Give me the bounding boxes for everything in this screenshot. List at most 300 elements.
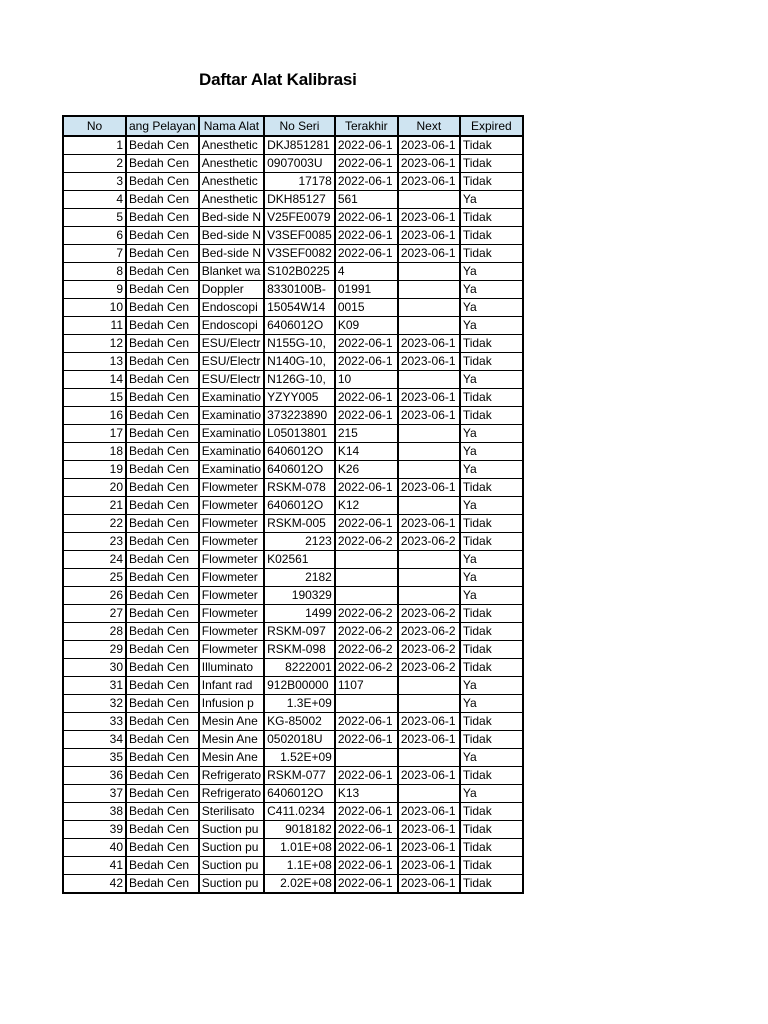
cell-serial-number[interactable]: RSKM-098 [264,641,335,659]
cell-last-calibration[interactable]: 2022-06-2 [335,605,398,623]
cell-expired[interactable]: Ya [460,317,523,335]
cell-no[interactable]: 19 [63,461,126,479]
cell-last-calibration[interactable]: 2022-06-1 [335,353,398,371]
cell-serial-number[interactable]: RSKM-077 [264,767,335,785]
cell-expired[interactable]: Tidak [460,353,523,371]
cell-next-calibration[interactable]: 2023-06-2 [398,623,460,641]
cell-device-name[interactable]: Anesthetic [199,155,264,173]
cell-last-calibration[interactable]: 2022-06-1 [335,713,398,731]
cell-serial-number[interactable]: 6406012O [264,497,335,515]
cell-serial-number[interactable]: N126G-10, [264,371,335,389]
cell-last-calibration[interactable]: 561 [335,191,398,209]
cell-serial-number[interactable]: 15054W14 [264,299,335,317]
cell-last-calibration[interactable]: 2022-06-1 [335,389,398,407]
cell-expired[interactable]: Tidak [460,173,523,191]
cell-next-calibration[interactable]: 2023-06-1 [398,857,460,875]
cell-last-calibration[interactable]: 2022-06-1 [335,173,398,191]
cell-expired[interactable]: Tidak [460,389,523,407]
cell-no[interactable]: 12 [63,335,126,353]
cell-service-unit[interactable]: Bedah Cen [126,803,199,821]
cell-device-name[interactable]: Refrigerato [199,785,264,803]
cell-no[interactable]: 18 [63,443,126,461]
cell-next-calibration[interactable]: 2023-06-1 [398,173,460,191]
cell-expired[interactable]: Ya [460,551,523,569]
cell-service-unit[interactable]: Bedah Cen [126,479,199,497]
cell-next-calibration[interactable]: 2023-06-1 [398,731,460,749]
cell-last-calibration[interactable]: 01991 [335,281,398,299]
cell-serial-number[interactable]: 8330100B- [264,281,335,299]
cell-serial-number[interactable]: V3SEF0085 [264,227,335,245]
cell-service-unit[interactable]: Bedah Cen [126,371,199,389]
cell-next-calibration[interactable]: 2023-06-1 [398,245,460,263]
cell-device-name[interactable]: Illuminato [199,659,264,677]
cell-no[interactable]: 26 [63,587,126,605]
cell-next-calibration[interactable]: 2023-06-1 [398,875,460,894]
cell-no[interactable]: 29 [63,641,126,659]
cell-device-name[interactable]: Refrigerato [199,767,264,785]
cell-last-calibration[interactable]: 2022-06-1 [335,407,398,425]
header-service-unit[interactable]: ang Pelayan [126,116,199,136]
cell-service-unit[interactable]: Bedah Cen [126,749,199,767]
cell-last-calibration[interactable]: 2022-06-2 [335,659,398,677]
cell-no[interactable]: 30 [63,659,126,677]
header-expired[interactable]: Expired [460,116,523,136]
cell-service-unit[interactable]: Bedah Cen [126,623,199,641]
cell-device-name[interactable]: Suction pu [199,839,264,857]
cell-no[interactable]: 9 [63,281,126,299]
header-serial-number[interactable]: No Seri [264,116,335,136]
cell-last-calibration[interactable]: 4 [335,263,398,281]
cell-expired[interactable]: Ya [460,587,523,605]
cell-device-name[interactable]: Flowmeter [199,515,264,533]
cell-device-name[interactable]: Bed-side N [199,209,264,227]
cell-last-calibration[interactable] [335,695,398,713]
cell-next-calibration[interactable]: 2023-06-1 [398,407,460,425]
cell-no[interactable]: 24 [63,551,126,569]
cell-device-name[interactable]: Anesthetic [199,191,264,209]
cell-last-calibration[interactable]: 2022-06-1 [335,767,398,785]
cell-no[interactable]: 13 [63,353,126,371]
cell-no[interactable]: 27 [63,605,126,623]
cell-device-name[interactable]: Bed-side N [199,245,264,263]
cell-last-calibration[interactable]: 2022-06-1 [335,227,398,245]
cell-next-calibration[interactable] [398,425,460,443]
cell-next-calibration[interactable]: 2023-06-2 [398,533,460,551]
cell-no[interactable]: 5 [63,209,126,227]
cell-last-calibration[interactable] [335,569,398,587]
cell-serial-number[interactable]: N155G-10, [264,335,335,353]
cell-expired[interactable]: Tidak [460,803,523,821]
cell-expired[interactable]: Ya [460,191,523,209]
cell-serial-number[interactable]: 2.02E+08 [264,875,335,894]
cell-serial-number[interactable]: 6406012O [264,443,335,461]
cell-last-calibration[interactable]: 2022-06-1 [335,136,398,155]
cell-serial-number[interactable]: 0502018U [264,731,335,749]
cell-service-unit[interactable]: Bedah Cen [126,785,199,803]
cell-next-calibration[interactable]: 2023-06-1 [398,479,460,497]
cell-serial-number[interactable]: 0907003U [264,155,335,173]
cell-serial-number[interactable]: S102B0225 [264,263,335,281]
cell-service-unit[interactable]: Bedah Cen [126,281,199,299]
cell-next-calibration[interactable]: 2023-06-1 [398,136,460,155]
cell-expired[interactable]: Tidak [460,335,523,353]
cell-device-name[interactable]: Flowmeter [199,551,264,569]
cell-device-name[interactable]: Bed-side N [199,227,264,245]
cell-service-unit[interactable]: Bedah Cen [126,335,199,353]
cell-no[interactable]: 4 [63,191,126,209]
cell-next-calibration[interactable] [398,371,460,389]
cell-service-unit[interactable]: Bedah Cen [126,659,199,677]
cell-serial-number[interactable]: K02561 [264,551,335,569]
cell-next-calibration[interactable] [398,695,460,713]
cell-no[interactable]: 23 [63,533,126,551]
cell-next-calibration[interactable]: 2023-06-2 [398,605,460,623]
cell-service-unit[interactable]: Bedah Cen [126,533,199,551]
cell-serial-number[interactable]: N140G-10, [264,353,335,371]
cell-expired[interactable]: Ya [460,677,523,695]
cell-no[interactable]: 7 [63,245,126,263]
cell-last-calibration[interactable]: 2022-06-1 [335,875,398,894]
cell-device-name[interactable]: Infusion p [199,695,264,713]
cell-service-unit[interactable]: Bedah Cen [126,515,199,533]
cell-serial-number[interactable]: C411.0234 [264,803,335,821]
cell-service-unit[interactable]: Bedah Cen [126,587,199,605]
cell-serial-number[interactable]: RSKM-005 [264,515,335,533]
cell-last-calibration[interactable] [335,749,398,767]
cell-expired[interactable]: Tidak [460,155,523,173]
cell-no[interactable]: 32 [63,695,126,713]
cell-serial-number[interactable]: 8222001 [264,659,335,677]
cell-device-name[interactable]: Flowmeter [199,479,264,497]
cell-service-unit[interactable]: Bedah Cen [126,731,199,749]
cell-last-calibration[interactable]: 2022-06-1 [335,479,398,497]
cell-service-unit[interactable]: Bedah Cen [126,245,199,263]
cell-service-unit[interactable]: Bedah Cen [126,497,199,515]
cell-no[interactable]: 33 [63,713,126,731]
cell-device-name[interactable]: ESU/Electr [199,371,264,389]
cell-next-calibration[interactable] [398,263,460,281]
cell-serial-number[interactable]: 1499 [264,605,335,623]
cell-serial-number[interactable]: 6406012O [264,461,335,479]
cell-device-name[interactable]: Infant rad [199,677,264,695]
cell-service-unit[interactable]: Bedah Cen [126,767,199,785]
cell-next-calibration[interactable] [398,677,460,695]
cell-no[interactable]: 20 [63,479,126,497]
cell-next-calibration[interactable]: 2023-06-1 [398,515,460,533]
cell-expired[interactable]: Tidak [460,641,523,659]
cell-expired[interactable]: Ya [460,263,523,281]
cell-last-calibration[interactable]: 10 [335,371,398,389]
cell-expired[interactable]: Ya [460,461,523,479]
cell-service-unit[interactable]: Bedah Cen [126,677,199,695]
cell-last-calibration[interactable]: K26 [335,461,398,479]
cell-serial-number[interactable]: KG-85002 [264,713,335,731]
cell-expired[interactable]: Tidak [460,767,523,785]
cell-expired[interactable]: Tidak [460,227,523,245]
cell-device-name[interactable]: Examinatio [199,425,264,443]
cell-serial-number[interactable]: L05013801 [264,425,335,443]
cell-next-calibration[interactable]: 2023-06-2 [398,659,460,677]
cell-next-calibration[interactable]: 2023-06-1 [398,353,460,371]
cell-service-unit[interactable]: Bedah Cen [126,839,199,857]
cell-last-calibration[interactable] [335,587,398,605]
cell-serial-number[interactable]: 6406012O [264,785,335,803]
cell-service-unit[interactable]: Bedah Cen [126,353,199,371]
cell-device-name[interactable]: Anesthetic [199,136,264,155]
cell-device-name[interactable]: Flowmeter [199,641,264,659]
cell-service-unit[interactable]: Bedah Cen [126,173,199,191]
cell-last-calibration[interactable]: K09 [335,317,398,335]
cell-device-name[interactable]: ESU/Electr [199,353,264,371]
cell-last-calibration[interactable]: 2022-06-2 [335,623,398,641]
cell-next-calibration[interactable]: 2023-06-2 [398,641,460,659]
cell-expired[interactable]: Tidak [460,209,523,227]
cell-expired[interactable]: Tidak [460,136,523,155]
cell-no[interactable]: 22 [63,515,126,533]
cell-service-unit[interactable]: Bedah Cen [126,551,199,569]
cell-service-unit[interactable]: Bedah Cen [126,875,199,894]
cell-next-calibration[interactable]: 2023-06-1 [398,335,460,353]
cell-last-calibration[interactable]: 2022-06-2 [335,533,398,551]
cell-service-unit[interactable]: Bedah Cen [126,227,199,245]
cell-next-calibration[interactable] [398,281,460,299]
cell-serial-number[interactable]: 17178 [264,173,335,191]
cell-next-calibration[interactable]: 2023-06-1 [398,713,460,731]
cell-expired[interactable]: Tidak [460,479,523,497]
cell-serial-number[interactable]: 190329 [264,587,335,605]
cell-expired[interactable]: Ya [460,497,523,515]
cell-last-calibration[interactable]: 2022-06-1 [335,839,398,857]
cell-no[interactable]: 8 [63,263,126,281]
cell-last-calibration[interactable]: 2022-06-1 [335,857,398,875]
cell-last-calibration[interactable]: 2022-06-1 [335,335,398,353]
cell-device-name[interactable]: Flowmeter [199,605,264,623]
cell-no[interactable]: 39 [63,821,126,839]
cell-serial-number[interactable]: 1.3E+09 [264,695,335,713]
cell-device-name[interactable]: Blanket wa [199,263,264,281]
cell-expired[interactable]: Ya [460,695,523,713]
cell-service-unit[interactable]: Bedah Cen [126,695,199,713]
cell-expired[interactable]: Tidak [460,659,523,677]
cell-expired[interactable]: Ya [460,569,523,587]
cell-service-unit[interactable]: Bedah Cen [126,191,199,209]
cell-service-unit[interactable]: Bedah Cen [126,389,199,407]
cell-device-name[interactable]: Examinatio [199,389,264,407]
cell-service-unit[interactable]: Bedah Cen [126,425,199,443]
cell-no[interactable]: 36 [63,767,126,785]
cell-expired[interactable]: Ya [460,299,523,317]
cell-last-calibration[interactable]: 215 [335,425,398,443]
cell-expired[interactable]: Tidak [460,245,523,263]
header-device-name[interactable]: Nama Alat [199,116,264,136]
cell-serial-number[interactable]: 912B00000 [264,677,335,695]
cell-no[interactable]: 37 [63,785,126,803]
cell-last-calibration[interactable]: 2022-06-1 [335,515,398,533]
cell-device-name[interactable]: Endoscopi [199,299,264,317]
cell-expired[interactable]: Ya [460,785,523,803]
cell-device-name[interactable]: Examinatio [199,443,264,461]
cell-service-unit[interactable]: Bedah Cen [126,605,199,623]
cell-no[interactable]: 40 [63,839,126,857]
cell-expired[interactable]: Tidak [460,821,523,839]
cell-device-name[interactable]: Flowmeter [199,533,264,551]
cell-expired[interactable]: Tidak [460,731,523,749]
cell-last-calibration[interactable]: 2022-06-1 [335,803,398,821]
cell-expired[interactable]: Tidak [460,857,523,875]
cell-serial-number[interactable]: V25FE0079 [264,209,335,227]
cell-serial-number[interactable]: YZYY005 [264,389,335,407]
cell-device-name[interactable]: Examinatio [199,407,264,425]
cell-next-calibration[interactable] [398,785,460,803]
header-last-calibration[interactable]: Terakhir [335,116,398,136]
cell-no[interactable]: 34 [63,731,126,749]
cell-expired[interactable]: Ya [460,371,523,389]
cell-next-calibration[interactable] [398,461,460,479]
cell-last-calibration[interactable]: 2022-06-1 [335,245,398,263]
cell-next-calibration[interactable]: 2023-06-1 [398,155,460,173]
cell-no[interactable]: 28 [63,623,126,641]
cell-device-name[interactable]: Suction pu [199,875,264,894]
cell-next-calibration[interactable] [398,191,460,209]
cell-expired[interactable]: Ya [460,281,523,299]
cell-last-calibration[interactable]: K12 [335,497,398,515]
cell-next-calibration[interactable] [398,317,460,335]
cell-last-calibration[interactable]: 0015 [335,299,398,317]
cell-device-name[interactable]: Mesin Ane [199,749,264,767]
cell-device-name[interactable]: Examinatio [199,461,264,479]
cell-device-name[interactable]: Sterilisato [199,803,264,821]
cell-expired[interactable]: Ya [460,443,523,461]
cell-last-calibration[interactable]: 2022-06-2 [335,641,398,659]
cell-service-unit[interactable]: Bedah Cen [126,821,199,839]
cell-next-calibration[interactable]: 2023-06-1 [398,803,460,821]
cell-no[interactable]: 31 [63,677,126,695]
cell-no[interactable]: 21 [63,497,126,515]
cell-no[interactable]: 3 [63,173,126,191]
cell-serial-number[interactable]: 373223890 [264,407,335,425]
cell-next-calibration[interactable]: 2023-06-1 [398,209,460,227]
cell-no[interactable]: 11 [63,317,126,335]
cell-service-unit[interactable]: Bedah Cen [126,209,199,227]
cell-serial-number[interactable]: RSKM-078 [264,479,335,497]
cell-no[interactable]: 42 [63,875,126,894]
cell-device-name[interactable]: Flowmeter [199,569,264,587]
cell-next-calibration[interactable] [398,569,460,587]
cell-service-unit[interactable]: Bedah Cen [126,407,199,425]
cell-serial-number[interactable]: 9018182 [264,821,335,839]
cell-service-unit[interactable]: Bedah Cen [126,857,199,875]
cell-device-name[interactable]: Flowmeter [199,587,264,605]
cell-expired[interactable]: Tidak [460,713,523,731]
cell-next-calibration[interactable] [398,299,460,317]
cell-no[interactable]: 35 [63,749,126,767]
cell-expired[interactable]: Tidak [460,839,523,857]
cell-last-calibration[interactable]: K14 [335,443,398,461]
cell-next-calibration[interactable] [398,587,460,605]
cell-last-calibration[interactable]: K13 [335,785,398,803]
cell-no[interactable]: 15 [63,389,126,407]
cell-service-unit[interactable]: Bedah Cen [126,461,199,479]
cell-last-calibration[interactable]: 2022-06-1 [335,209,398,227]
cell-serial-number[interactable]: 1.1E+08 [264,857,335,875]
cell-next-calibration[interactable]: 2023-06-1 [398,389,460,407]
cell-service-unit[interactable]: Bedah Cen [126,263,199,281]
cell-serial-number[interactable]: 2182 [264,569,335,587]
cell-device-name[interactable]: Doppler [199,281,264,299]
cell-device-name[interactable]: Mesin Ane [199,731,264,749]
cell-expired[interactable]: Tidak [460,605,523,623]
cell-expired[interactable]: Tidak [460,623,523,641]
header-no[interactable]: No [63,116,126,136]
cell-expired[interactable]: Tidak [460,533,523,551]
cell-service-unit[interactable]: Bedah Cen [126,317,199,335]
cell-no[interactable]: 2 [63,155,126,173]
cell-device-name[interactable]: Flowmeter [199,623,264,641]
cell-device-name[interactable]: Suction pu [199,821,264,839]
cell-next-calibration[interactable] [398,551,460,569]
cell-last-calibration[interactable] [335,551,398,569]
cell-no[interactable]: 6 [63,227,126,245]
cell-next-calibration[interactable]: 2023-06-1 [398,227,460,245]
cell-next-calibration[interactable]: 2023-06-1 [398,839,460,857]
cell-device-name[interactable]: ESU/Electr [199,335,264,353]
cell-last-calibration[interactable]: 2022-06-1 [335,731,398,749]
cell-serial-number[interactable]: 1.01E+08 [264,839,335,857]
cell-no[interactable]: 16 [63,407,126,425]
cell-next-calibration[interactable] [398,749,460,767]
cell-expired[interactable]: Ya [460,749,523,767]
header-next-calibration[interactable]: Next [398,116,460,136]
cell-service-unit[interactable]: Bedah Cen [126,569,199,587]
cell-serial-number[interactable]: RSKM-097 [264,623,335,641]
cell-next-calibration[interactable]: 2023-06-1 [398,767,460,785]
cell-device-name[interactable]: Suction pu [199,857,264,875]
cell-service-unit[interactable]: Bedah Cen [126,299,199,317]
cell-last-calibration[interactable]: 1107 [335,677,398,695]
cell-serial-number[interactable]: 2123 [264,533,335,551]
cell-service-unit[interactable]: Bedah Cen [126,155,199,173]
cell-no[interactable]: 14 [63,371,126,389]
cell-serial-number[interactable]: 1.52E+09 [264,749,335,767]
cell-no[interactable]: 1 [63,136,126,155]
cell-service-unit[interactable]: Bedah Cen [126,641,199,659]
cell-serial-number[interactable]: DKJ851281 [264,136,335,155]
cell-next-calibration[interactable] [398,497,460,515]
cell-expired[interactable]: Tidak [460,407,523,425]
cell-expired[interactable]: Tidak [460,875,523,894]
cell-device-name[interactable]: Flowmeter [199,497,264,515]
cell-no[interactable]: 25 [63,569,126,587]
cell-device-name[interactable]: Anesthetic [199,173,264,191]
cell-next-calibration[interactable] [398,443,460,461]
cell-service-unit[interactable]: Bedah Cen [126,713,199,731]
cell-service-unit[interactable]: Bedah Cen [126,136,199,155]
cell-no[interactable]: 10 [63,299,126,317]
cell-last-calibration[interactable]: 2022-06-1 [335,155,398,173]
cell-expired[interactable]: Tidak [460,515,523,533]
cell-serial-number[interactable]: 6406012O [264,317,335,335]
cell-next-calibration[interactable]: 2023-06-1 [398,821,460,839]
cell-service-unit[interactable]: Bedah Cen [126,443,199,461]
cell-expired[interactable]: Ya [460,425,523,443]
cell-no[interactable]: 41 [63,857,126,875]
cell-last-calibration[interactable]: 2022-06-1 [335,821,398,839]
cell-no[interactable]: 38 [63,803,126,821]
cell-no[interactable]: 17 [63,425,126,443]
cell-serial-number[interactable]: V3SEF0082 [264,245,335,263]
cell-device-name[interactable]: Mesin Ane [199,713,264,731]
cell-device-name[interactable]: Endoscopi [199,317,264,335]
